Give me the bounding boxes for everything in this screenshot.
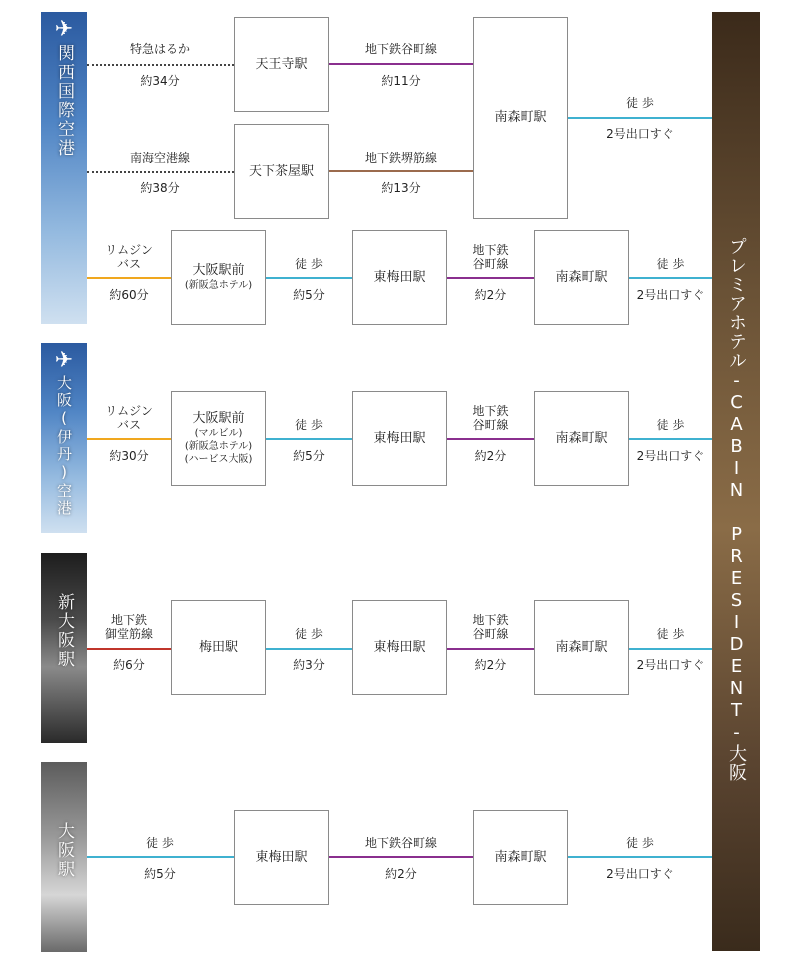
midosuji-line [87,648,171,650]
station-name: 東梅田駅 [373,269,426,285]
station-box-osaka-ekimae [171,391,266,486]
walk-label: 徒 歩 [656,257,685,271]
walk-line [266,277,352,279]
exit-label: 2号出口すぐ [636,288,705,302]
line-label-b: バス [116,257,141,271]
station-box-higashiumeda [352,391,447,486]
line-label: 地下鉄谷町線 [364,42,437,56]
walk-line [87,856,234,858]
station-name: 大阪駅前 [192,411,245,426]
walk-label: 徒 歩 [626,96,654,110]
walk-label: 徒 歩 [656,627,685,641]
exit-label: 2号出口すぐ [636,658,705,672]
line-label: 南海空港線 [129,151,190,165]
origin-kix-label: 関西国際空港 [54,44,74,158]
station-box-minamimorimachi [534,391,629,486]
time-label: 約5分 [293,288,325,302]
time-label: 約30分 [109,449,149,463]
hotel-name: プレミアホテル-CABIN PRESIDENT-大阪 [726,237,747,782]
time-label: 約2分 [385,867,417,881]
line-label: 特急はるか [129,42,190,56]
station-name: 東梅田駅 [373,639,426,655]
time-label: 約38分 [140,181,180,195]
line-label-a: 地下鉄 [110,613,147,627]
station-box-higashiumeda [352,230,447,325]
tanimachi-line [447,277,534,279]
origin-itami [41,343,87,533]
line-label-a: リムジン [105,404,153,418]
station-box-minamimorimachi [534,600,629,695]
walk-line [629,438,712,440]
walk-line [266,648,352,650]
time-label: 約60分 [109,288,149,302]
rail-line-haruka [87,64,234,66]
walk-label: 徒 歩 [146,836,174,850]
station-box-umeda [171,600,266,695]
walk-label: 徒 歩 [295,418,323,432]
exit-label: 2号出口すぐ [636,449,705,463]
line-label [447,404,534,432]
time-label: 約5分 [293,449,325,463]
walk-line [568,856,712,858]
station-box-minamimorimachi [473,17,568,219]
limousine-line [87,277,171,279]
station-note: (新阪急ホテル) [184,280,253,291]
rail-line-nankai [87,171,234,173]
time-label: 約3分 [293,658,325,672]
station-note: (ハービス大阪) [184,454,253,465]
station-name: 南森町駅 [494,849,547,865]
walk-label: 徒 歩 [626,836,654,850]
origin-shinosaka-label: 新大阪駅 [54,593,74,669]
station-name: 天下茶屋駅 [248,163,314,179]
line-label-b: バス [116,418,141,432]
time-label: 約5分 [144,867,176,881]
time-label: 約6分 [113,658,145,672]
station-box-tengachaya [234,124,329,219]
station-box-higashiumeda [234,810,329,905]
line-label-a: 地下鉄 [472,613,509,627]
line-label-b: 谷町線 [472,627,509,641]
station-note: (マルビル) [194,428,243,439]
time-label: 約34分 [140,74,180,88]
station-box-minamimorimachi [534,230,629,325]
station-name: 東梅田駅 [373,430,426,446]
line-label-b: 谷町線 [472,418,509,432]
exit-label: 2号出口すぐ [606,127,674,141]
exit-label: 2号出口すぐ [606,867,674,881]
line-label [447,613,534,641]
sakaisuji-line [329,170,473,172]
walk-line [568,117,712,119]
walk-line [266,438,352,440]
line-label-b: 御堂筋線 [104,627,153,641]
station-name: 南森町駅 [555,430,608,446]
station-name: 大阪駅前 [192,263,245,278]
line-label-b: 谷町線 [472,257,509,271]
line-label-a: 地下鉄 [472,404,509,418]
station-box-minamimorimachi [473,810,568,905]
airplane-icon: ✈ [54,17,74,42]
line-label [88,243,170,271]
walk-line [629,277,712,279]
station-name: 梅田駅 [198,639,238,655]
station-name: 南森町駅 [494,110,547,125]
origin-kix [41,12,87,324]
line-label-a: リムジン [105,243,153,257]
origin-osaka-label: 大阪駅 [54,822,74,879]
time-label: 約2分 [474,288,507,302]
time-label: 約13分 [381,181,421,195]
line-label [88,404,170,432]
line-label: 地下鉄谷町線 [364,836,437,850]
station-note: (新阪急ホテル) [184,441,253,452]
station-name: 東梅田駅 [255,849,308,865]
station-name: 南森町駅 [555,639,608,655]
walk-line [629,648,712,650]
tanimachi-line [447,648,534,650]
walk-label: 徒 歩 [295,257,323,271]
origin-shinosaka [41,553,87,743]
walk-label: 徒 歩 [295,627,323,641]
time-label: 約11分 [381,74,421,88]
station-name: 南森町駅 [555,269,608,285]
walk-label: 徒 歩 [656,418,685,432]
tanimachi-line [447,438,534,440]
time-label: 約2分 [474,449,507,463]
origin-itami-label: 大阪(伊丹)空港 [55,375,73,517]
limousine-line [87,438,171,440]
line-label-a: 地下鉄 [472,243,509,257]
line-label: 地下鉄堺筋線 [364,151,437,165]
station-box-higashiumeda [352,600,447,695]
station-box-tennoji [234,17,329,112]
tanimachi-line [329,63,473,65]
origin-osaka [41,762,87,952]
station-name: 天王寺駅 [255,56,308,72]
line-label [88,613,170,641]
time-label: 約2分 [474,658,507,672]
station-box-osaka-ekimae [171,230,266,325]
hotel-band [712,12,760,951]
airplane-icon: ✈ [54,348,74,373]
tanimachi-line [329,856,473,858]
line-label [447,243,534,271]
